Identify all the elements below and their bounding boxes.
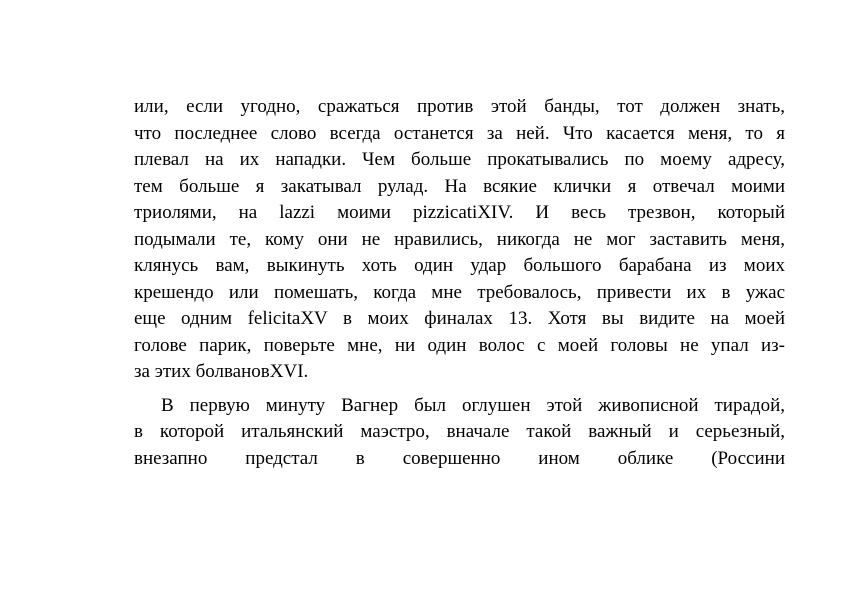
text-line: голове парик, поверьте мне, ни один волос с моей головы не упал из- <box>134 334 785 356</box>
text-line: за этих болвановXVI. <box>134 361 309 382</box>
text-line: или, если угодно, сражаться против этой банды, тот должен знать, <box>134 96 785 117</box>
text-line: клянусь вам, выкинуть хоть один удар большого барабана из моих <box>134 255 785 276</box>
text-line: что последнее слово всегда останется за ней. Что касается меня, то я <box>134 122 785 144</box>
text-block <box>134 94 785 472</box>
text-line: тем больше я закатывал рулад. На всякие клички я отвечал моими <box>134 175 785 197</box>
paragraph-2 <box>134 393 785 473</box>
text-line: в которой итальянский маэстро, вначале такой важный и серьезный, <box>134 421 785 442</box>
paragraph-1 <box>134 94 785 386</box>
text-line: триолями, на lazzi моими pizzicatiXIV. И весь трезвон, который <box>134 202 785 223</box>
text-line: внезапно предстал в совершенно ином облике (Россини <box>134 447 785 469</box>
text-line: В первую минуту Вагнер был оглушен этой живописной тирадой, <box>161 394 785 416</box>
text-line: плевал на их нападки. Чем больше прокатывались по моему адресу, <box>134 149 785 170</box>
text-line: еще одним felicitaXV в моих финалах 13. Хотя вы видите на моей <box>134 308 785 329</box>
text-line: подымали те, кому они не нравились, никогда не мог заставить меня, <box>134 228 785 250</box>
text-line: крешендо или помешать, когда мне требовалось, привести их в ужас <box>134 281 785 303</box>
